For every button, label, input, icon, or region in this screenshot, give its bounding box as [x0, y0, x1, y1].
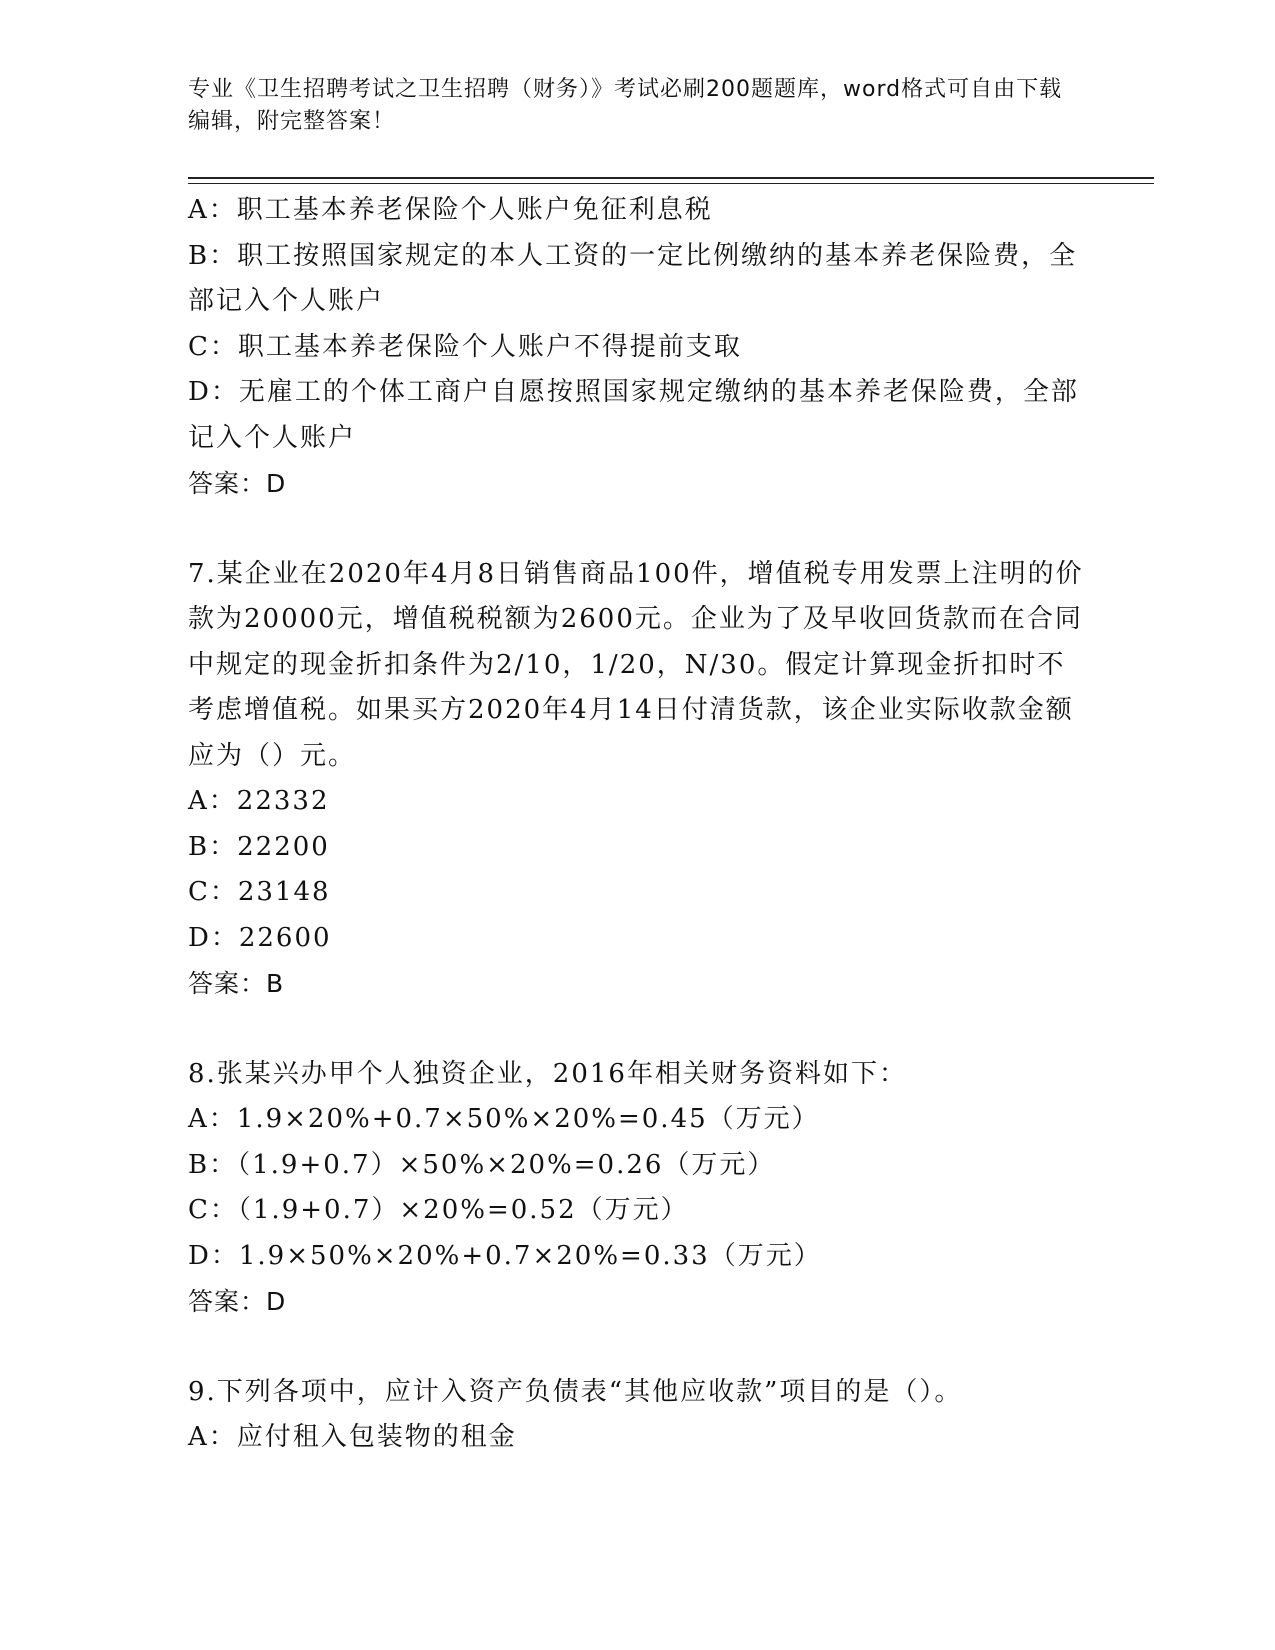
question-block-9 [188, 1370, 1088, 1461]
option-d: D：22600 [188, 922, 332, 953]
option-a: A：1.9×20%+0.7×50%×20%=0.45（万元） [188, 1104, 820, 1134]
question-list [188, 188, 1088, 1461]
option-d: D：1.9×50%×20%+0.7×20%=0.33（万元） [188, 1240, 822, 1271]
option-b: B：22200 [188, 831, 330, 862]
question-block-6 [188, 188, 1088, 507]
option-a: A：22332 [188, 786, 330, 816]
spacer [188, 1007, 1088, 1052]
option-a: A：职工基本养老保险个人账户免征利息税 [188, 195, 713, 225]
question-block-8 [188, 1052, 1088, 1325]
answer-label: 答案：D [188, 1287, 287, 1316]
question-text: 8.张某兴办甲个人独资企业，2016年相关财务资料如下： [188, 1058, 907, 1089]
option-b: B：（1.9+0.7）×50%×20%=0.26（万元） [188, 1149, 776, 1180]
question-text: 9.下列各项中，应计入资产负债表“其他应收款”项目的是（）。 [188, 1376, 963, 1407]
spacer [188, 1325, 1088, 1370]
question-text: 7.某企业在2020年4月8日销售商品100件，增值税专用发票上注明的价款为20000元，增值税税额为2600元。企业为了及早收回货款而在合同中规定的现金折扣条件为2/10，1/20，N/30。假定计算现金折扣时不考虑增值税。如果买方2020年4月14日付清货款，该企业实际收款金额应为（）元。 [188, 558, 1084, 771]
option-d: D：无雇工的个体工商户自愿按照国家规定缴纳的基本养老保险费，全部记入个人账户 [188, 377, 1079, 453]
question-block-7 [188, 552, 1088, 1007]
answer-label: 答案：B [188, 969, 285, 998]
option-c: C：23148 [188, 877, 331, 907]
spacer [188, 507, 1088, 552]
option-c: C：职工基本养老保险个人账户不得提前支取 [188, 331, 742, 362]
option-b: B：职工按照国家规定的本人工资的一定比例缴纳的基本养老保险费，全部记入个人账户 [188, 240, 1078, 316]
header-divider-thin [188, 183, 1154, 184]
header-divider-thick [188, 177, 1154, 179]
option-c: C：（1.9+0.7）×20%=0.52（万元） [188, 1195, 689, 1225]
document-title: 专业《卫生招聘考试之卫生招聘（财务）》考试必刷200题题库，word格式可自由下载编辑，附完整答案！ [188, 77, 1063, 134]
answer-label: 答案：D [188, 469, 287, 498]
option-a: A：应付租入包装物的租金 [188, 1422, 517, 1452]
